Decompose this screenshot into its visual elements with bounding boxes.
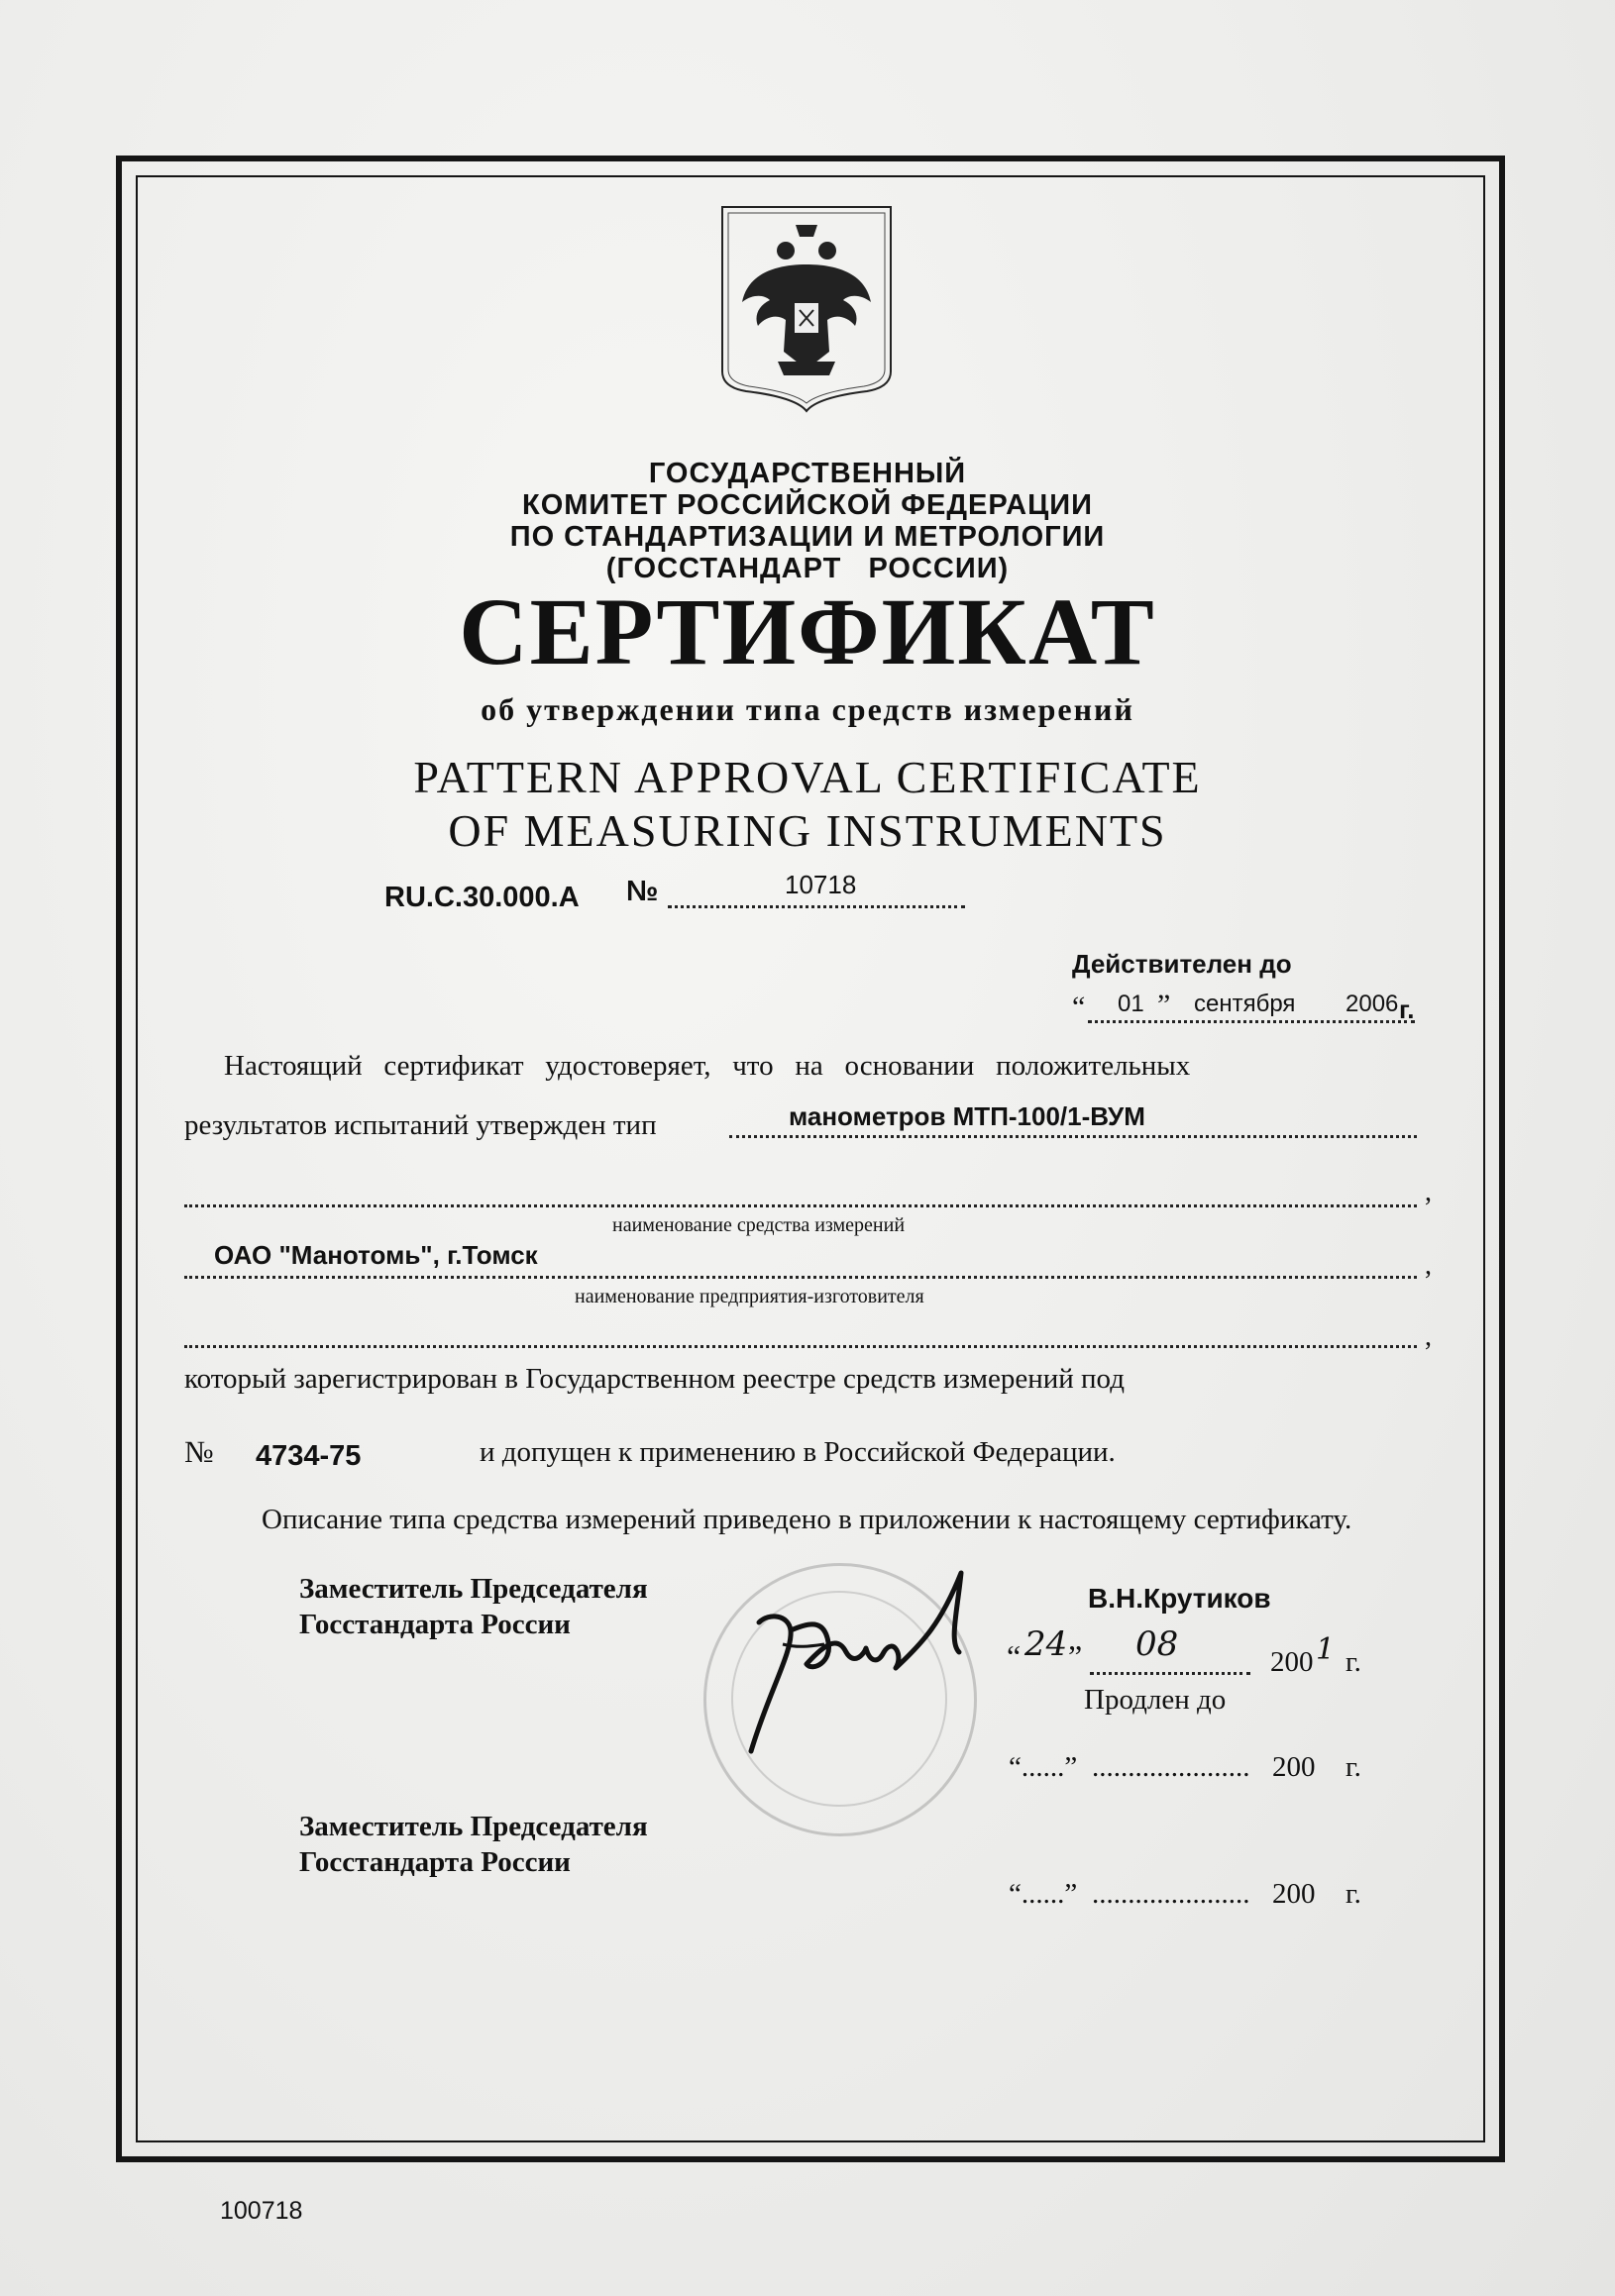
instrument-continuation-line: [184, 1177, 1417, 1207]
valid-until-open-quote: “: [1072, 991, 1086, 1023]
valid-until-year: 2006: [1346, 991, 1399, 1017]
valid-until-close-quote: ”: [1157, 989, 1171, 1021]
blank-date-1-suffix: г.: [1346, 1751, 1361, 1783]
blank-date-1-quote: “......”: [1009, 1751, 1078, 1783]
signer-name: В.Н.Крутиков: [1088, 1583, 1271, 1614]
comma-2: ,: [1425, 1250, 1432, 1281]
signer-title-line-1: Заместитель Председателя: [299, 1573, 648, 1605]
body-line-2: результатов испытаний утвержден тип: [184, 1109, 657, 1141]
sign-date-open-quote: “: [1007, 1638, 1022, 1674]
sign-date-month: 08: [1135, 1624, 1179, 1664]
signer-2-title-line-1: Заместитель Председателя: [299, 1811, 648, 1842]
sign-date-year-prefix: 200: [1270, 1646, 1314, 1678]
caption-instrument: наименование средства измерений: [612, 1214, 906, 1236]
blank-date-2-suffix: г.: [1346, 1878, 1361, 1910]
caption-manufacturer: наименование предприятия-изготовителя: [575, 1286, 924, 1307]
certificate-number: 10718: [785, 870, 857, 899]
manufacturer-name: ОАО "Манотомь", г.Томск: [214, 1240, 538, 1270]
registry-number: 4734-75: [256, 1440, 362, 1472]
sign-date-close-quote: ”: [1068, 1638, 1083, 1674]
blank-date-1-dots: ......................: [1092, 1751, 1250, 1783]
certificate-code: RU.C.30.000.A: [384, 882, 580, 913]
valid-until-label: Действителен до: [1072, 949, 1292, 979]
sign-date-day: 24: [1024, 1624, 1068, 1664]
registry-number-label: №: [184, 1434, 214, 1469]
agency-line-4: (ГОССТАНДАРТ РОССИИ): [605, 553, 1010, 584]
signer-title-line-2: Госстандарта России: [299, 1609, 571, 1640]
certificate-subtitle: об утверждении типа средств измерений: [481, 691, 1134, 727]
comma-1: ,: [1425, 1177, 1432, 1207]
number-label: №: [626, 876, 659, 907]
english-title-line-2: OF MEASURING INSTRUMENTS: [448, 805, 1167, 856]
coat-of-arms-emblem: [718, 203, 895, 413]
sign-date-year-digit: 1: [1316, 1632, 1336, 1667]
agency-line-1: ГОСУДАРСТВЕННЫЙ: [648, 458, 967, 489]
valid-until-month: сентября: [1194, 991, 1296, 1017]
comma-3: ,: [1425, 1321, 1432, 1352]
blank-date-1-year: 200: [1272, 1751, 1316, 1783]
sign-date-suffix: г.: [1346, 1646, 1361, 1678]
description-line: Описание типа средства измерений приведено в приложении к настоящему сертификату.: [262, 1504, 1352, 1535]
valid-until-suffix: г.: [1399, 994, 1415, 1024]
manufacturer-continuation-line: [184, 1317, 1417, 1348]
english-title-line-1: PATTERN APPROVAL CERTIFICATE: [413, 752, 1202, 802]
valid-until-day: 01: [1118, 991, 1144, 1017]
handwritten-signature: [729, 1553, 1007, 1771]
extended-label: Продлен до: [1084, 1684, 1227, 1716]
agency-line-3: ПО СТАНДАРТИЗАЦИИ И МЕТРОЛОГИИ: [509, 521, 1106, 553]
blank-date-2-quote: “......”: [1009, 1878, 1078, 1910]
registry-line: который зарегистрирован в Государственном реестре средств измерений под: [184, 1363, 1125, 1395]
blank-date-2-year: 200: [1272, 1878, 1316, 1910]
signer-2-title-line-2: Госстандарта России: [299, 1846, 571, 1878]
registry-suffix: и допущен к применению в Российской Федерации.: [480, 1436, 1116, 1468]
agency-line-2: КОМИТЕТ РОССИЙСКОЙ ФЕДЕРАЦИИ: [522, 489, 1093, 521]
blank-date-2-dots: ......................: [1092, 1878, 1250, 1910]
certificate-title: СЕРТИФИКАТ: [459, 578, 1156, 684]
body-line-1: Настоящий сертификат удостоверяет, что на основании положительных: [224, 1050, 1191, 1082]
instrument-type: манометров МТП-100/1-ВУМ: [789, 1101, 1145, 1131]
footer-number: 100718: [220, 2197, 303, 2225]
